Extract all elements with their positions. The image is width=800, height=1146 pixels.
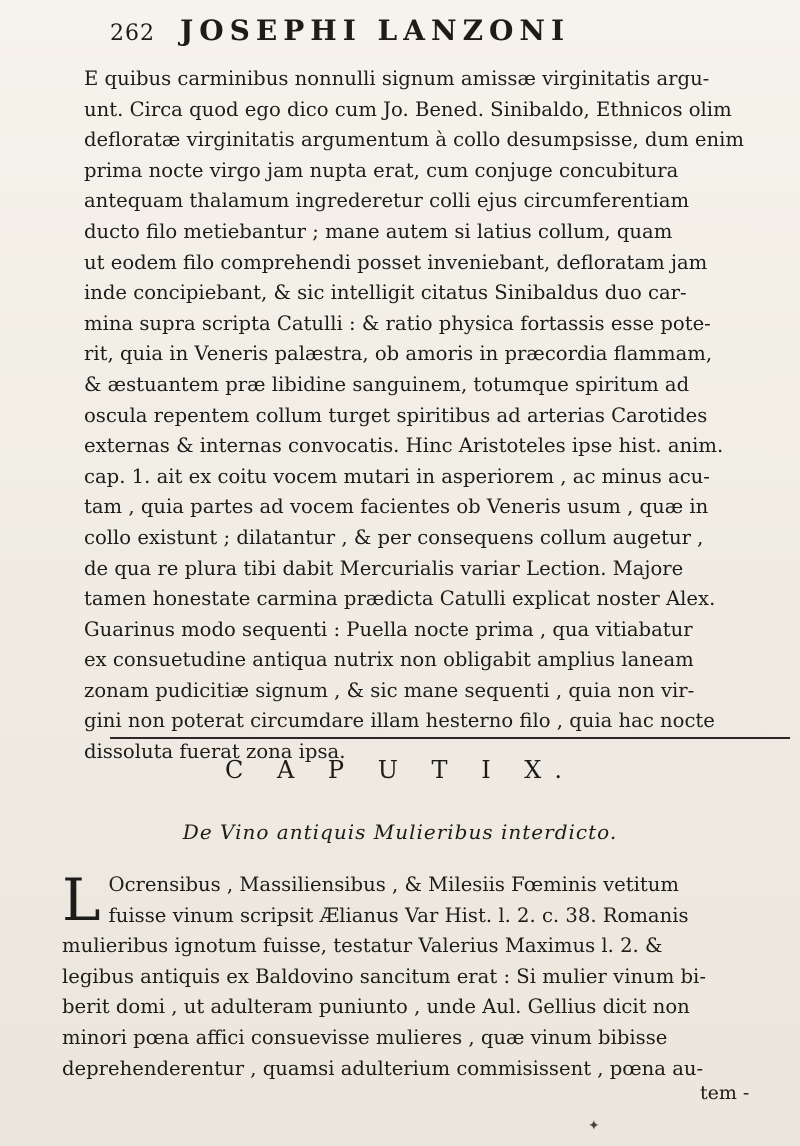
text-line: inde concipiebant, & sic intelligit citatus Sinibaldus duo car- (84, 281, 687, 305)
chapter-heading: C A P U T I X. (224, 756, 576, 784)
text-line: Ocrensibus , Massiliensibus , & Milesiis Fœminis vetitum (108, 873, 679, 896)
text-line: legibus antiquis ex Baldovino sancitum erat : Si mulier vinum bi- (62, 964, 706, 988)
text-line: prima nocte virgo jam nupta erat, cum conjuge concubitura (84, 158, 679, 182)
text-line: de qua re plura tibi dabit Mercurialis variar Lection. Majore (84, 556, 684, 580)
text-line: defloratæ virginitatis argumentum à collo desumpsisse, dum enim (84, 128, 744, 152)
text-line: mina supra scripta Catulli : & ratio physica fortassis esse pote- (84, 311, 711, 335)
drop-capital: L (62, 866, 101, 934)
text-line: antequam thalamum ingrederetur colli ejus circumferentiam (84, 189, 690, 213)
text-line: rit, quia in Veneris palæstra, ob amoris in præcordia flammam, (84, 342, 713, 366)
text-line: ex consuetudine antiqua nutrix non obligabit amplius laneam (84, 648, 694, 672)
text-line: berit domi , ut adulteram puniunto , unde Aul. Gellius dicit non (62, 995, 690, 1019)
text-line: & æstuantem præ libidine sanguinem, totumque spiritum ad (84, 372, 690, 396)
chapter-subtitle: De Vino antiquis Mulieribus interdicto. (182, 820, 618, 844)
text-line: zonam pudicitiæ signum , & sic mane sequenti , quia non vir- (84, 678, 695, 702)
text-line: fuisse vinum scripsit Ælianus Var Hist. l. 2. c. 38. Romanis (108, 903, 689, 927)
text-line: dissoluta fuerat zona ipsa. (84, 740, 346, 764)
ornament-icon: ✦ (588, 1118, 600, 1134)
text-line: minori pœna affici consuevisse mulieres , quæ vinum bibisse (62, 1025, 668, 1049)
text-line: tam , quia partes ad vocem facientes ob Veneris usum , quæ in (84, 495, 709, 519)
text-line: oscula repentem collum turget spiritibus ad arterias Carotides (84, 403, 708, 427)
text-line: collo existunt ; dilatantur , & per consequens collum augetur , (84, 525, 704, 549)
paragraph-wine (62, 866, 790, 1084)
text-line: cap. 1. ait ex coitu vocem mutari in asperiorem , ac minus acu- (84, 464, 710, 488)
text-line: gini non poterat circumdare illam hesterno filo , quia hac nocte (84, 709, 715, 733)
text-line: deprehenderentur , quamsi adulterium commisissent , pœna au- (62, 1056, 704, 1080)
running-head: JOSEPHI LANZONI (180, 14, 571, 47)
text-line: externas & internas convocatis. Hinc Aristoteles ipse hist. anim. (84, 434, 724, 458)
text-line: mulieribus ignotum fuisse, testatur Valerius Maximus l. 2. & (62, 934, 663, 958)
page-number: 262 (110, 21, 155, 46)
page-header (110, 14, 790, 52)
chapter-divider-rule (110, 737, 790, 739)
paragraph-catullus (62, 64, 790, 768)
catchword: tem - (700, 1082, 750, 1104)
text-line: tamen honestate carmina prædicta Catulli explicat noster Alex. (84, 587, 716, 611)
text-line: E quibus carminibus nonnulli signum amissæ virginitatis argu- (84, 67, 710, 90)
text-line: Guarinus modo sequenti : Puella nocte prima , qua vitiabatur (84, 617, 693, 641)
text-line: unt. Circa quod ego dico cum Jo. Bened. Sinibaldo, Ethnicos olim (84, 97, 732, 121)
text-line: ut eodem filo comprehendi posset inveniebant, defloratam jam (84, 250, 708, 274)
text-line: ducto filo metiebantur ; mane autem si latius collum, quam (84, 219, 673, 243)
